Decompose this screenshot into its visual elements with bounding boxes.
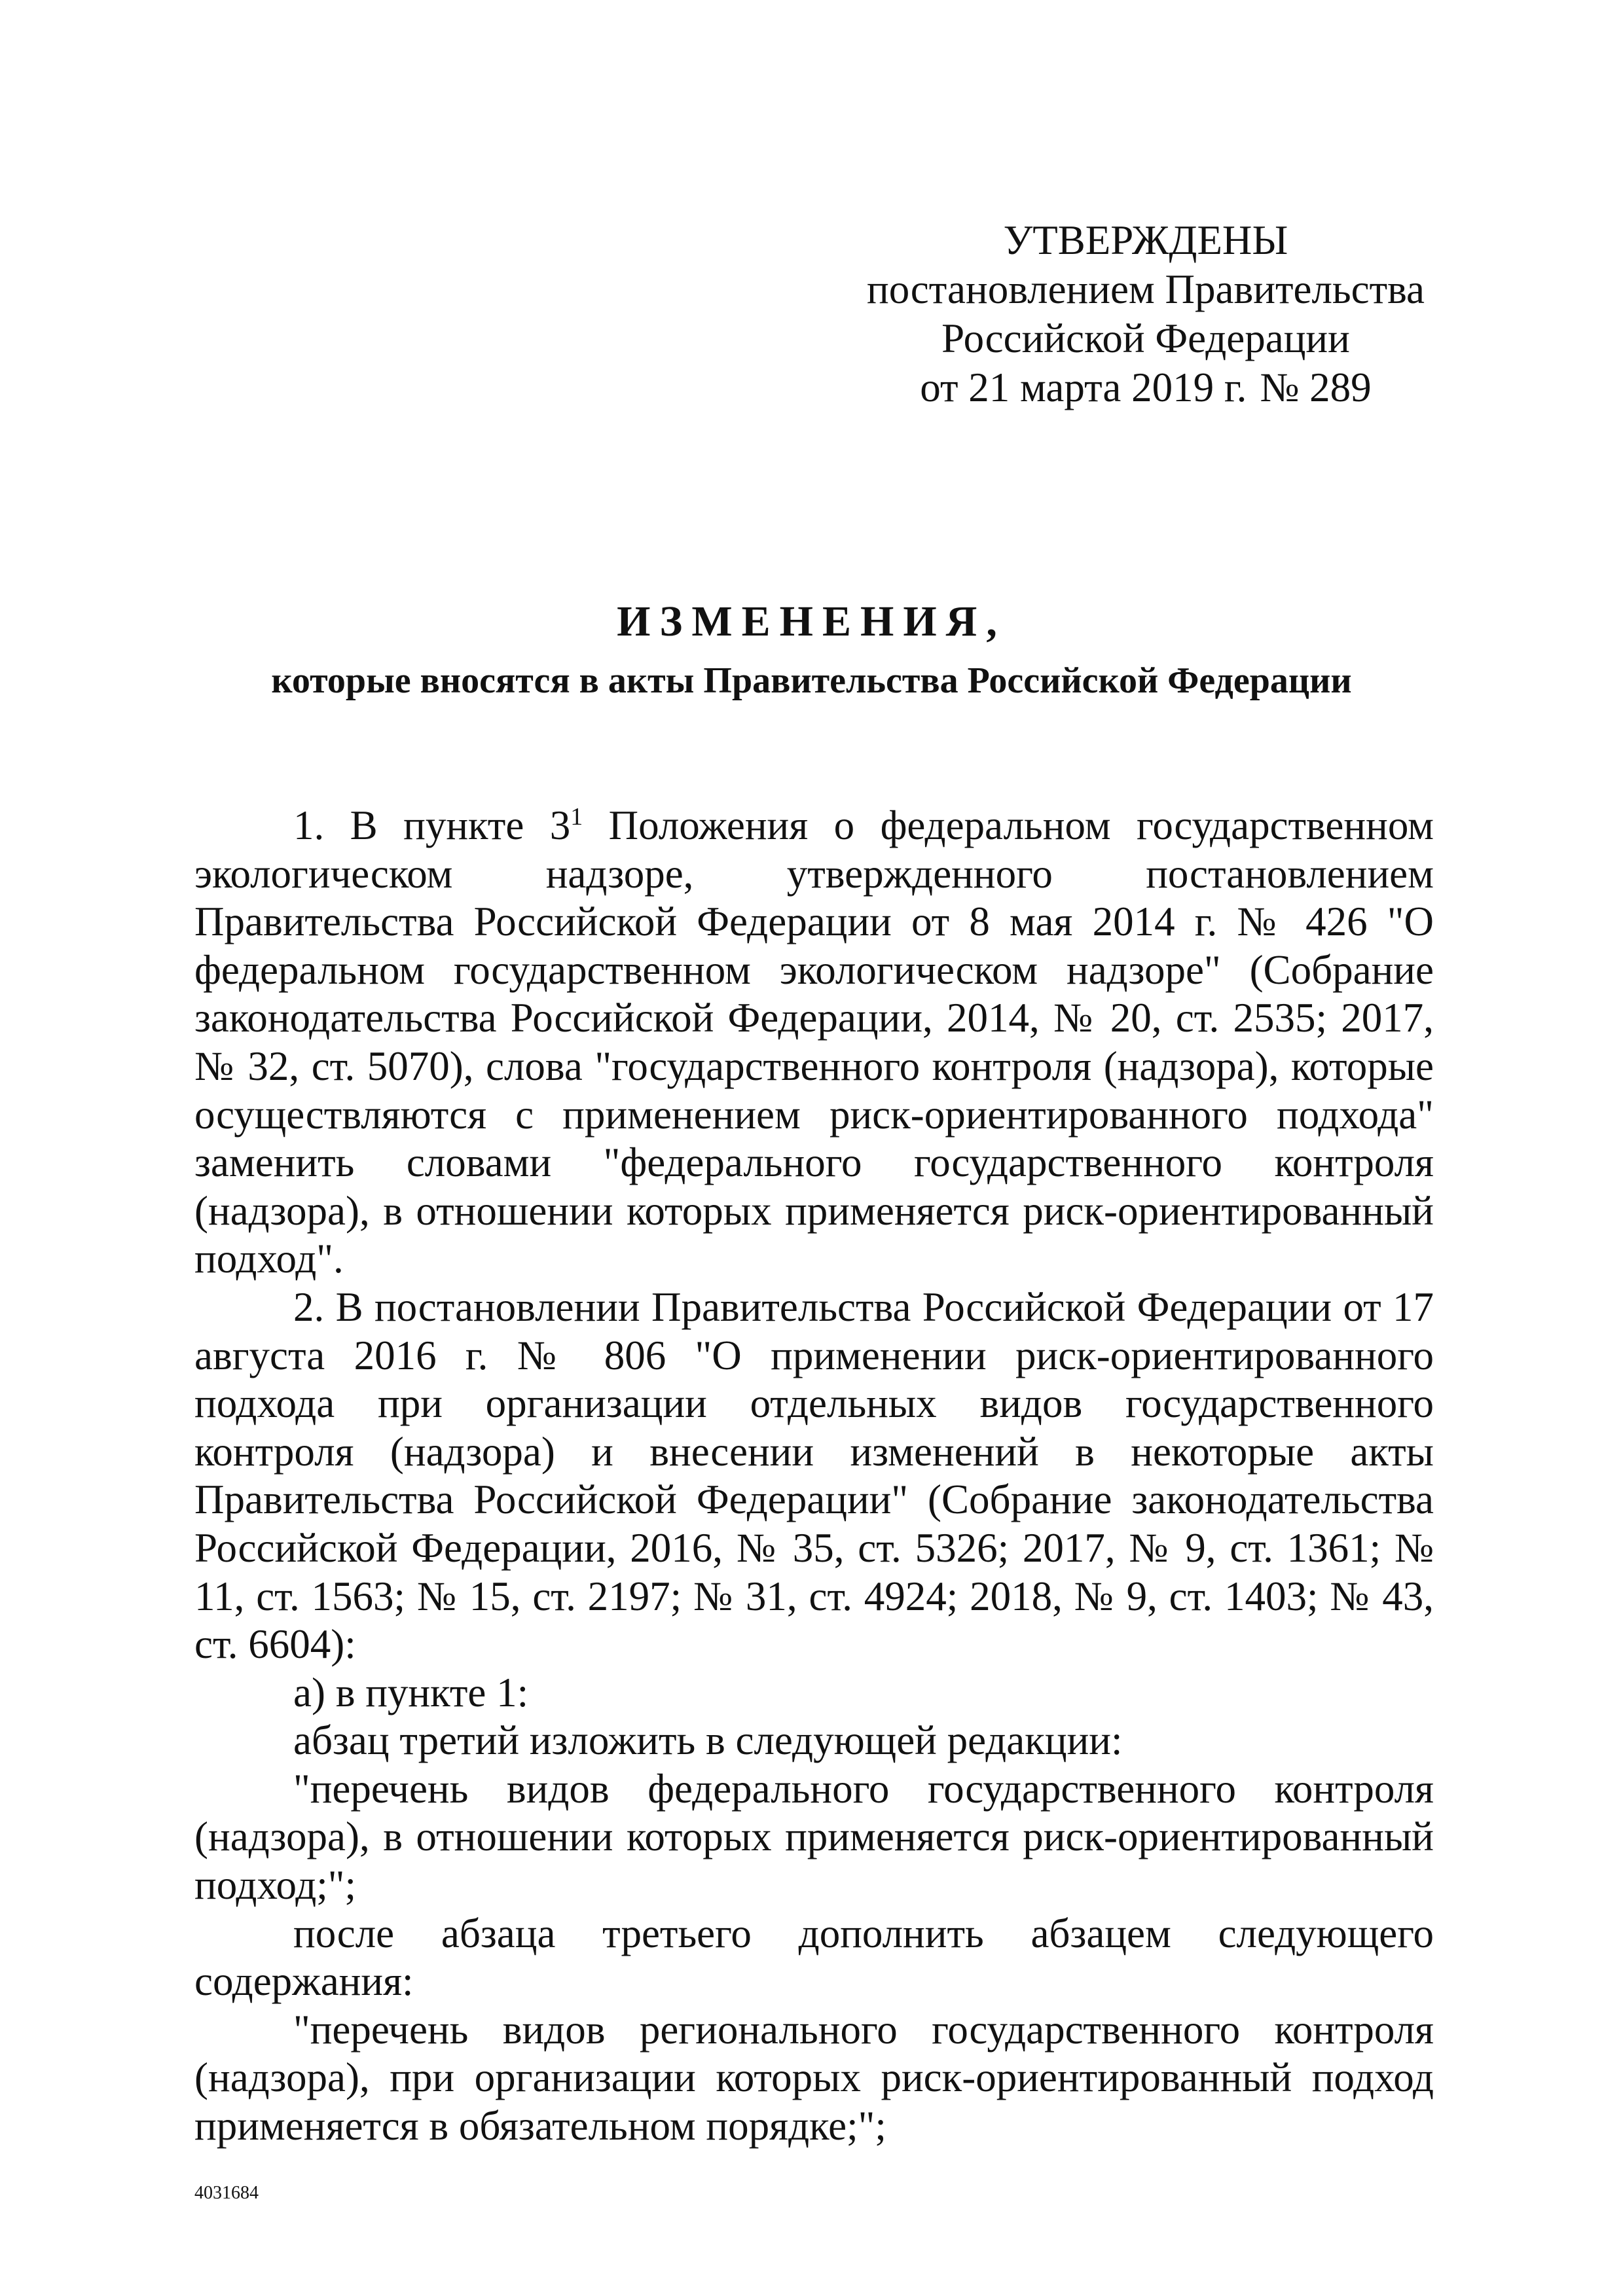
- approval-line-resolution: постановлением Правительства: [866, 266, 1425, 312]
- paragraph-1: [194, 802, 1434, 1283]
- paragraph-3: а) в пункте 1:: [293, 1669, 529, 1715]
- paragraph-1-rest: Положения о федеральном государственном экологическом надзоре, утвержденного постановлением Правительства Российской Федерации от 8 мая 2014 г. № 426 "О федеральном государственном экологическом надзоре" (Собрание законодательства Российской Федерации, 2014, № 20, ст. 2535; 2017, № 32, ст. 5070), слова "государственного контроля (надзора), которые осуществляются с применением риск-ориентированного подхода" заменить словами "федерального государственного контроля (надзора), в отношении которых применяется риск-ориентированный подход".: [194, 802, 1434, 1282]
- paragraph-5: "перечень видов федерального государственного контроля (надзора), в отношении которых применяется риск-ориентированный подход;";: [194, 1765, 1434, 1909]
- approval-line-date: [851, 363, 1440, 412]
- paragraph-1-superscript: 1: [570, 803, 583, 831]
- paragraph-2: 2. В постановлении Правительства Российской Федерации от 17 августа 2016 г. № 806 "О применении риск-ориентированного подхода при организации отдельных видов государственного контроля (надзора) и внесении изменений в некоторые акты Правительства Российской Федерации" (Собрание законодательства Российской Федерации, 2016, № 35, ст. 5326; 2017, № 9, ст. 1361; № 11, ст. 1563; № 15, ст. 2197; № 31, ст. 4924; 2018, № 9, ст. 1403; № 43, ст. 6604):: [194, 1283, 1434, 1668]
- document-body: [194, 802, 1434, 2151]
- heading-subtitle: которые вносятся в акты Правительства Российской Федерации: [271, 660, 1352, 701]
- paragraph-7: "перечень видов регионального государственного контроля (надзора), при организации которых риск-ориентированный подход применяется в обязательном порядке;";: [194, 2006, 1434, 2149]
- heading-title: ИЗМЕНЕНИЯ,: [617, 598, 1006, 645]
- approval-title: УТВЕРЖДЕНЫ: [1003, 217, 1288, 263]
- approval-date: от 21 марта 2019 г.: [920, 365, 1247, 410]
- approval-number: № 289: [1260, 365, 1372, 410]
- approval-stamp-block: [851, 216, 1440, 412]
- paragraph-6: после абзаца третьего дополнить абзацем следующего содержания:: [194, 1910, 1434, 2005]
- paragraph-4: абзац третий изложить в следующей редакции:: [293, 1717, 1123, 1764]
- paragraph-1-start: 1. В пункте 3: [293, 802, 571, 848]
- document-heading: [0, 589, 1623, 707]
- document-code: 4031684: [194, 2183, 259, 2203]
- approval-line-federation: Российской Федерации: [941, 315, 1350, 361]
